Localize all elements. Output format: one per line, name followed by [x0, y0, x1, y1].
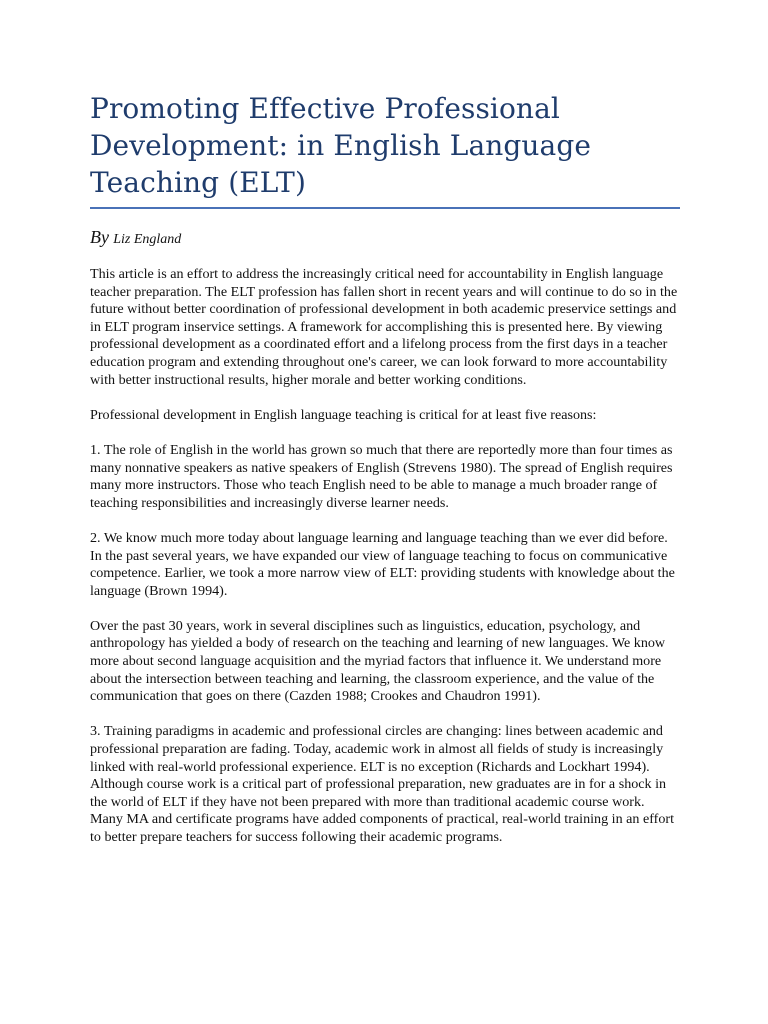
paragraph-reason-1: 1. The role of English in the world has grown so much that there are reportedly more than four times as many nonnative speakers as native speakers of English (Strevens 1980). The spread of English requires many more instructors. Those who teach English need to be able to manage a much broader range of teaching responsibilities and increasingly diverse learner needs. — [90, 441, 673, 511]
author-name: Liz England — [113, 232, 182, 247]
byline-prefix: By — [90, 227, 109, 247]
document-title: Promoting Effective Professional Development: in English Language Teaching (ELT) — [90, 92, 592, 199]
paragraph-research: Over the past 30 years, work in several disciplines such as linguistics, education, psychology, and anthropology has yielded a body of research on the teaching and learning of new languages. We know more about second language acquisition and the myriad factors that influence it. We understand more about the intersection between teaching and learning, the classroom experience, and the value of the communication that goes on there (Cazden 1988; Crookes and Chaudron 1991). — [90, 617, 666, 705]
paragraph-intro: This article is an effort to address the increasingly critical need for accountability in English language teacher preparation. The ELT profession has fallen short in recent years and will continue to do so in the future without better coordination of professional development in both academic preservice settings and in ELT program inservice settings. A framework for accomplishing this is presented here. By viewing professional development as a coordinated effort and a lifelong process from the first days in a teacher education program and extending throughout one's career, we can look forward to more accountability with better instructional results, higher morale and better working conditions. — [90, 266, 678, 388]
title-underline-rule — [90, 207, 680, 209]
byline — [90, 227, 678, 248]
paragraph-reason-2: 2. We know much more today about language learning and language teaching than we ever did before. In the past several years, we have expanded our view of language teaching to focus on communicative competence. Earlier, we took a more narrow view of ELT: providing students with knowledge about the language (Brown 1994). — [90, 529, 675, 599]
paragraph-reasons-lead: Professional development in English language teaching is critical for at least five reasons: — [90, 406, 597, 423]
article-body — [90, 266, 680, 847]
paragraph-reason-3: 3. Training paradigms in academic and professional circles are changing: lines between academic and professional preparation are fading. Today, academic work in almost all fields of study is increasingly linked with real-world professional experience. ELT is no exception (Richards and Lockhart 1994). Although course work is a critical part of professional preparation, new graduates are in for a shock in the world of ELT if they have not been prepared with more than traditional academic course work. Many MA and certificate programs have added components of practical, real-world training in an effort to better prepare teachers for success following their academic programs. — [90, 723, 675, 845]
